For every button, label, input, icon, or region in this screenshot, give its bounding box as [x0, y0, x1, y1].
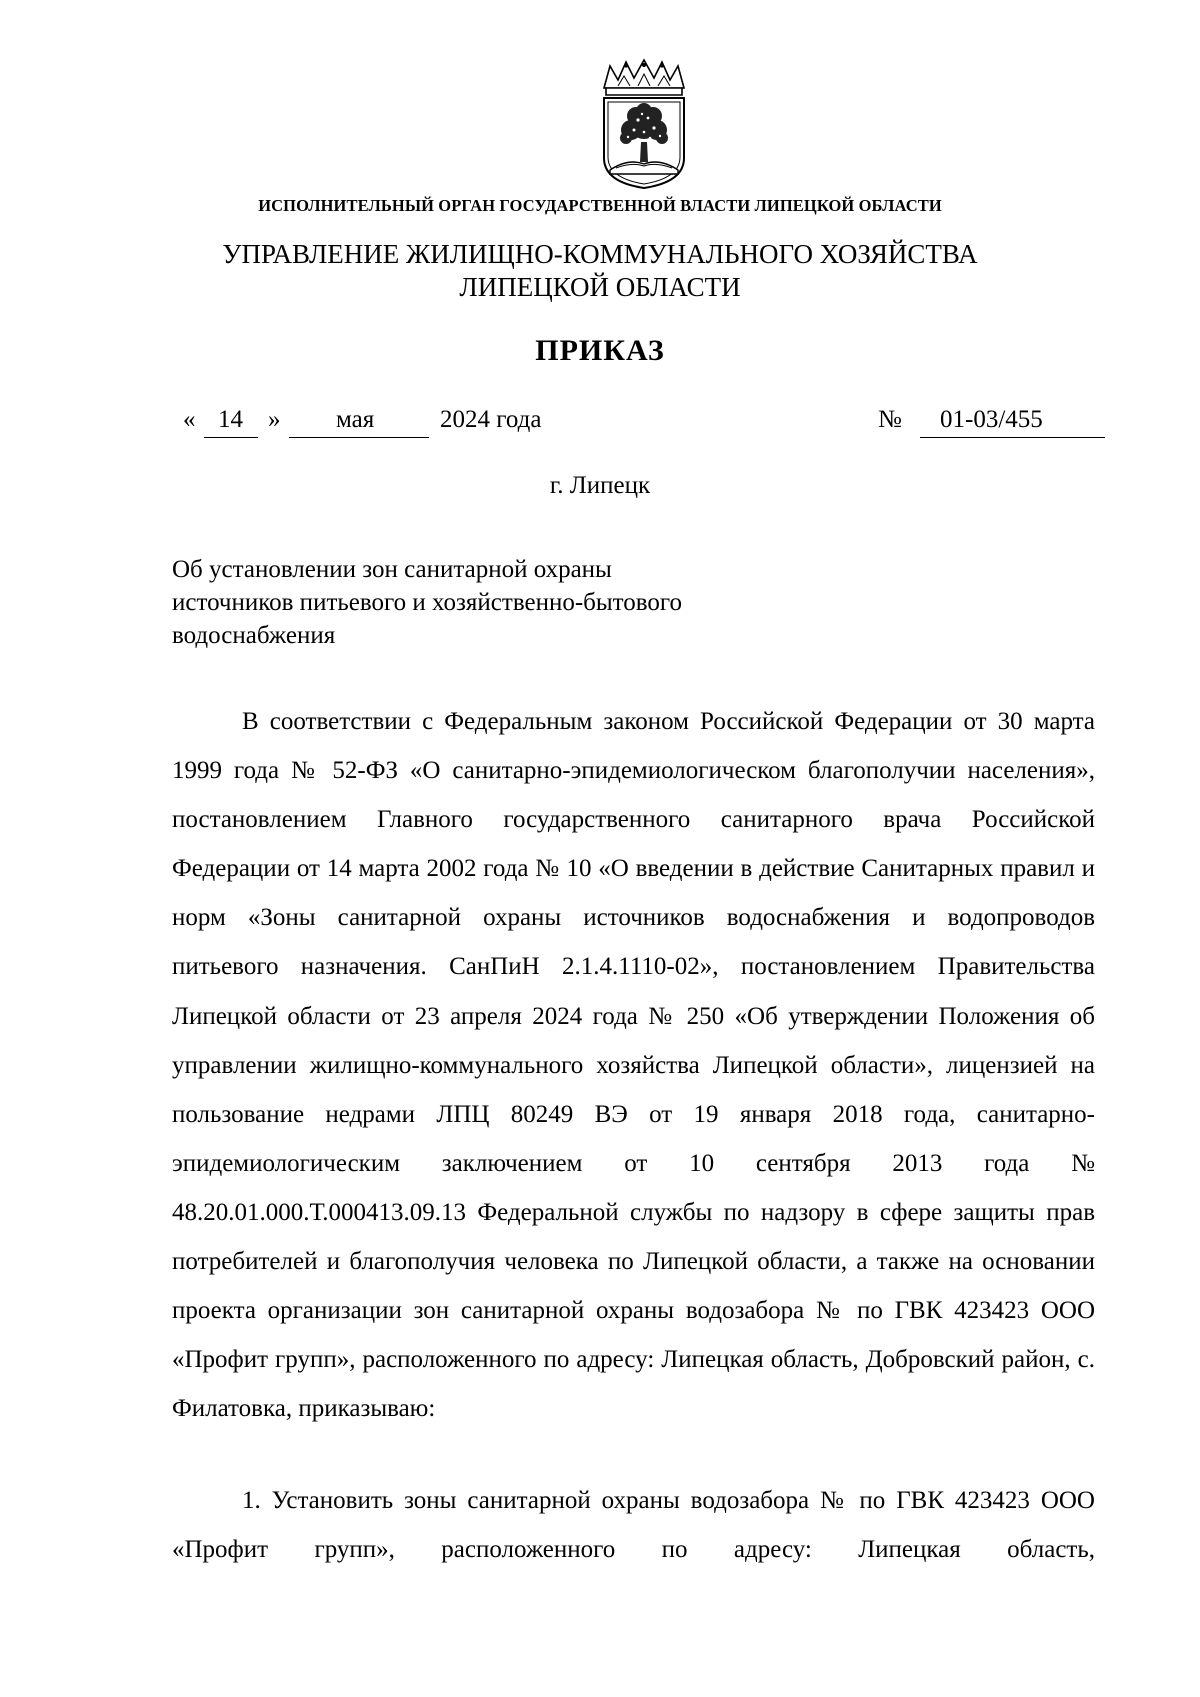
order-item-1: 1. Установить зоны санитарной охраны водозабора № по ГВК 423423 ООО «Профит групп», расположенного по адресу: Липецкая область,	[172, 1487, 1095, 1564]
executive-body-name: ИСПОЛНИТЕЛЬНЫЙ ОРГАН ГОСУДАРСТВЕННОЙ ВЛАСТИ ЛИПЕЦКОЙ ОБЛАСТИ	[258, 196, 942, 215]
number-sign: №	[878, 406, 902, 433]
city: г. Липецк	[549, 472, 651, 499]
preamble-paragraph: В соответствии с Федеральным законом Российской Федерации от 30 марта 1999 года № 52-ФЗ «О санитарно-эпидемиологическом благополучии населения», постановлением Главного государственного санитарного врача Российской Федерации от 14 марта 2002 года № 10 «О введении в действие Санитарных правил и норм «Зоны санитарной охраны источников водоснабжения и водопроводов питьевого назначения. СанПиН 2.1.4.1110-02», постановлением Правительства Липецкой области от 23 апреля 2024 года № 250 «Об утверждении Положения об управлении жилищно-коммунального хозяйства Липецкой области», лицензией на пользование недрами ЛПЦ 80249 ВЭ от 19 января 2018 года, санитарно-эпидемиологическим заключением от 10 сентября 2013 года № 48.20.01.000.Т.000413.09.13 Федеральной службы по надзору в сфере защиты прав потребителей и благополучия человека по Липецкой области, а также на основании проекта организации зон санитарной охраны водозабора № по ГВК 423423 ООО «Профит групп», расположенного по адресу: Липецкая область, Добровский район, с. Филатовка, приказываю:	[172, 708, 1095, 1423]
body-paragraph	[172, 1476, 1095, 1574]
date-month: мая	[336, 406, 375, 433]
date-year: 2024 года	[440, 406, 542, 433]
document-title: ПРИКАЗ	[535, 334, 665, 367]
order-number-underline	[920, 437, 1105, 438]
order-subject	[172, 553, 792, 652]
department-name-line2: ЛИПЕЦКОЙ ОБЛАСТИ	[459, 272, 741, 302]
order-number: 01-03/455	[940, 406, 1043, 433]
subject-line: источников питьевого и хозяйственно-бытового	[172, 589, 683, 616]
date-day: 14	[218, 406, 243, 433]
date-day-underline	[204, 437, 258, 438]
date-month-underline	[289, 437, 429, 438]
department-name-line1: УПРАВЛЕНИЕ ЖИЛИЩНО-КОММУНАЛЬНОГО ХОЗЯЙСТВА	[222, 239, 978, 269]
body-paragraph	[172, 697, 1095, 1433]
subject-line: водоснабжения	[172, 622, 336, 649]
date-quote-close: »	[268, 406, 281, 433]
date-quote-open: «	[183, 406, 196, 433]
subject-line: Об установлении зон санитарной охраны	[172, 556, 612, 583]
lipetsk-coat-of-arms-icon	[598, 58, 690, 190]
